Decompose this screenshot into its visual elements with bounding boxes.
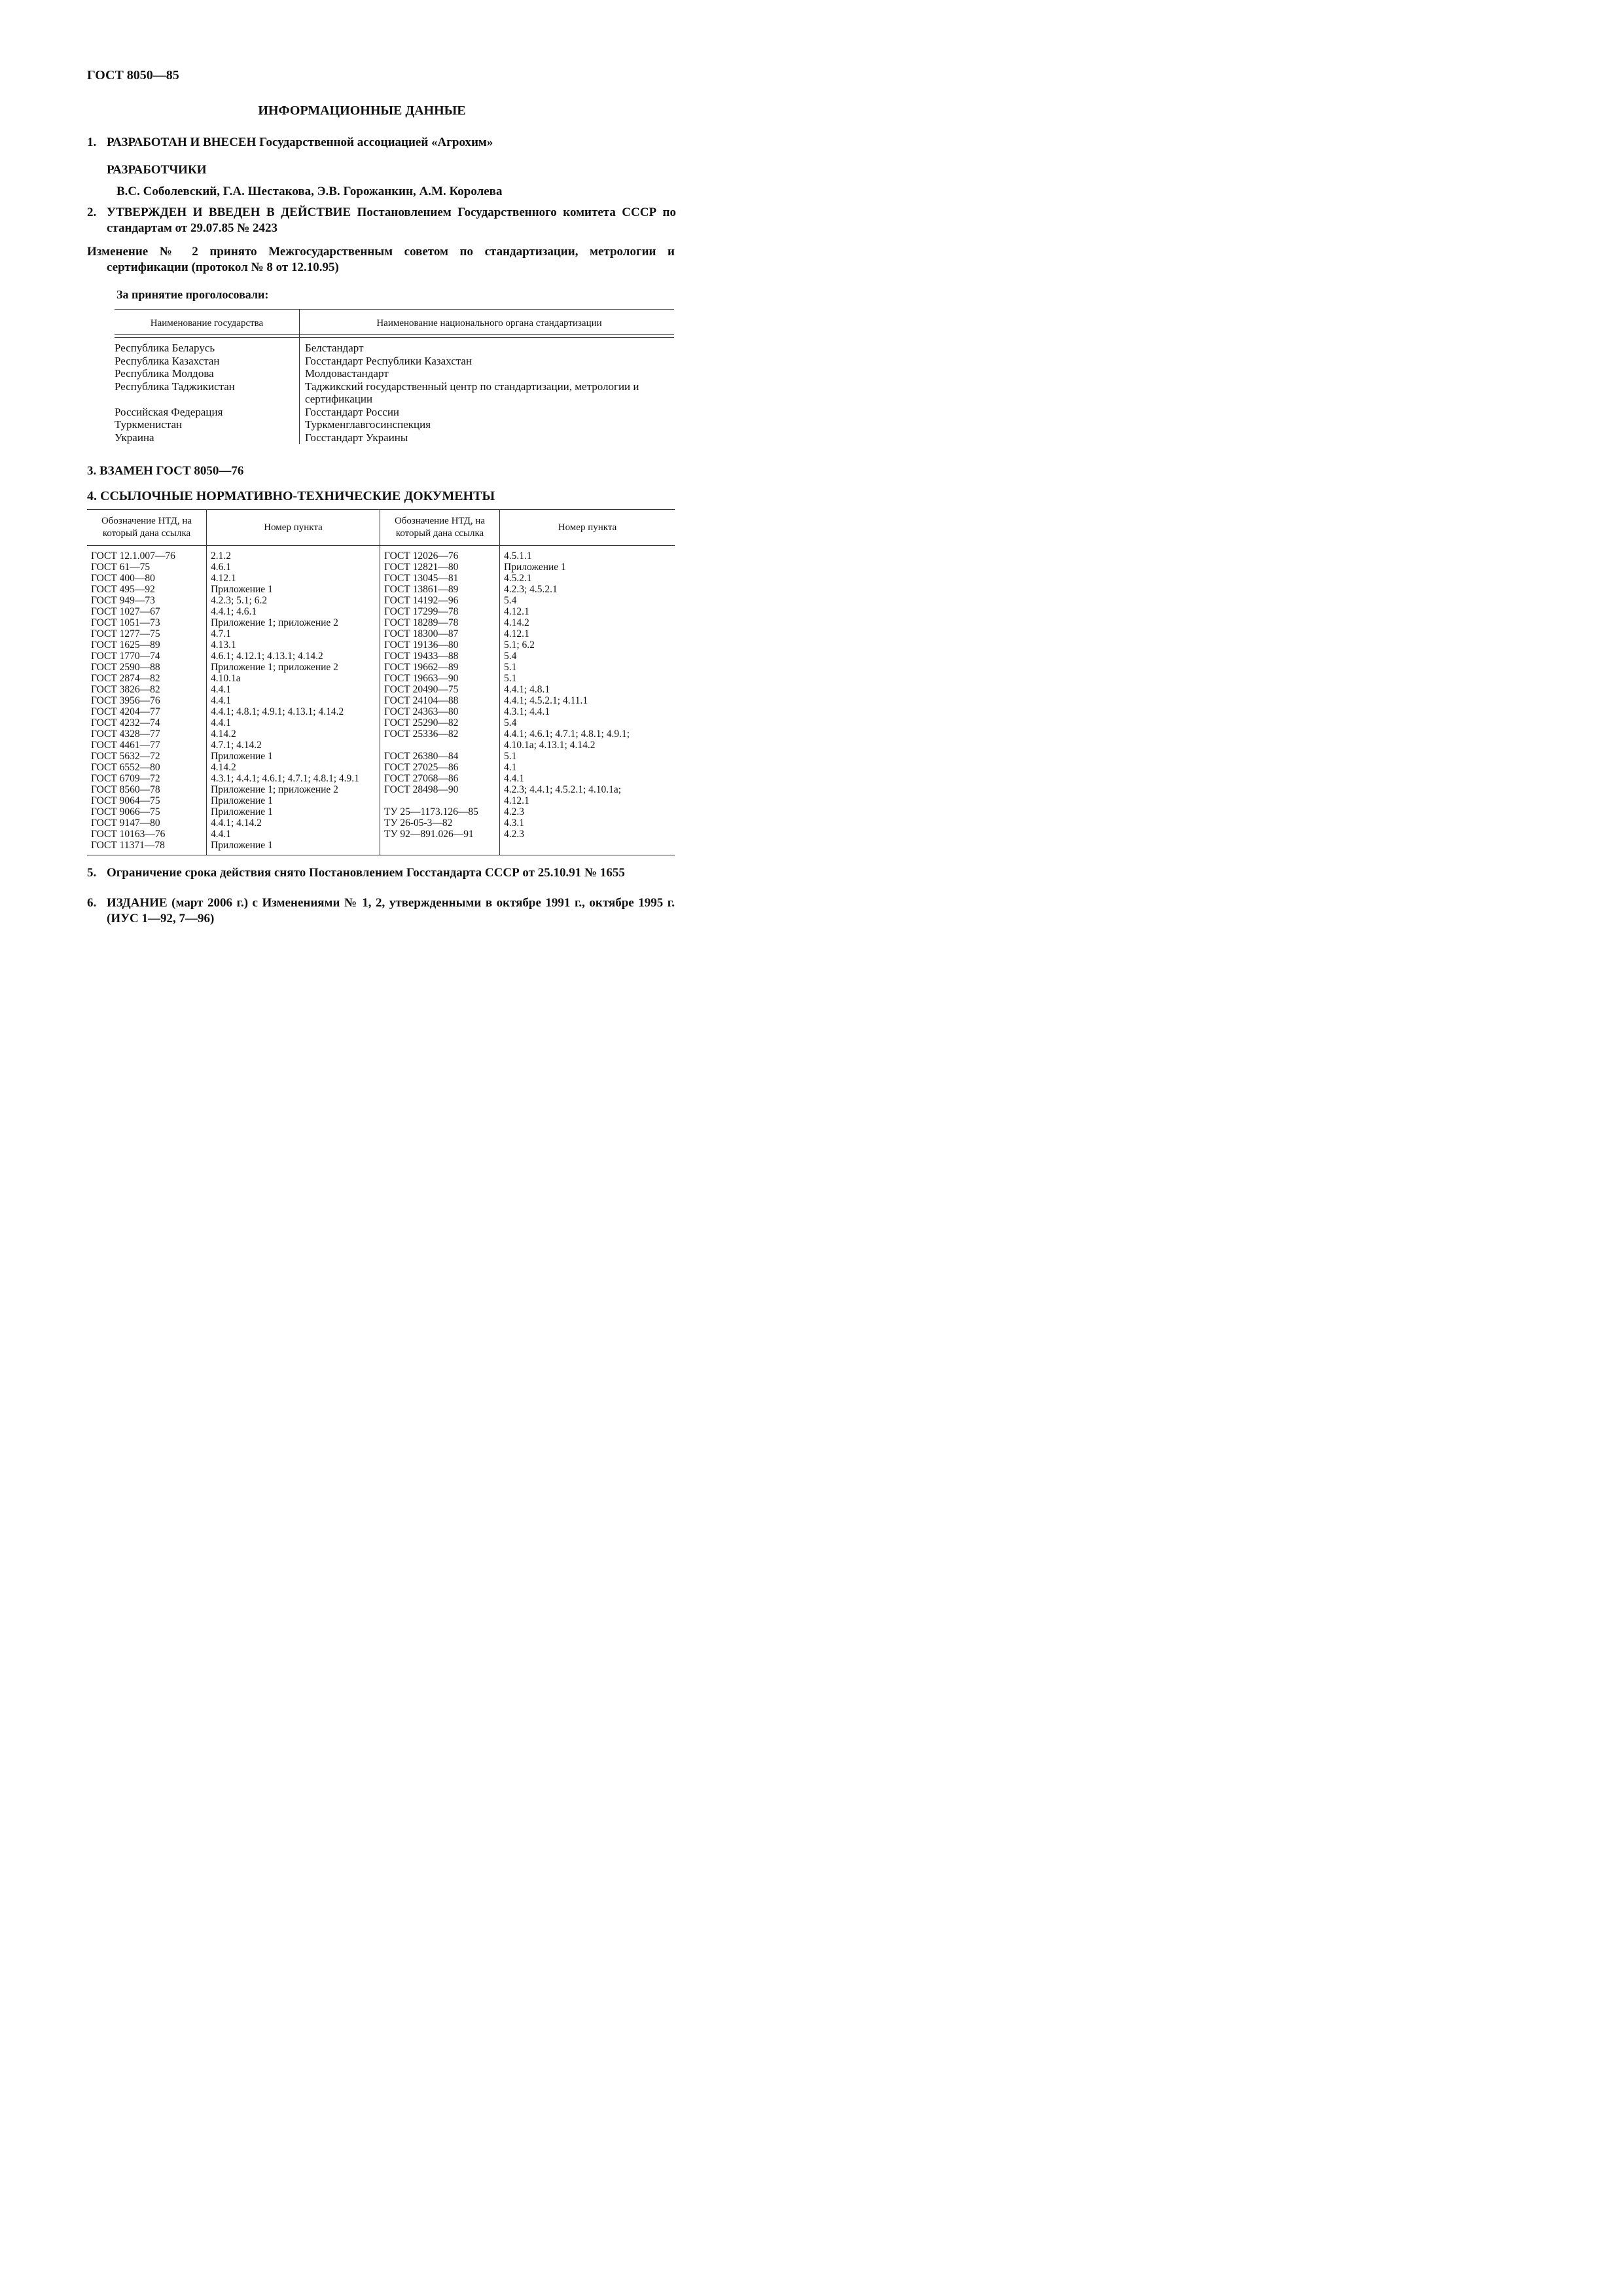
ntd-cell-point-right: 5.4 [500,595,675,606]
ntd-cell-doc-right: ГОСТ 28498—90 [380,784,500,795]
ntd-cell-point-left: 4.4.1; 4.14.2 [207,817,380,829]
document-code: ГОСТ 8050—85 [87,68,179,82]
ntd-cell-doc-right: ГОСТ 13045—81 [380,573,500,584]
ntd-cell-doc-left: ГОСТ 6552—80 [91,762,160,773]
developers-label: РАЗРАБОТЧИКИ [107,163,207,177]
votes-table-body [115,338,674,444]
ntd-cell-doc-right: ГОСТ 12026—76 [380,546,500,562]
ntd-table-row [87,584,675,595]
ntd-table-row [87,806,675,817]
ntd-cell-doc-left: ГОСТ 3826—82 [91,684,160,695]
votes-table-row [115,367,674,380]
ntd-cell-doc-right: ГОСТ 18289—78 [380,617,500,628]
ntd-cell-doc-left: ГОСТ 9066—75 [91,806,160,817]
votes-cell-state: Украина [115,431,154,444]
votes-table-row [115,406,674,419]
ntd-table-row [87,795,675,806]
ntd-cell-doc-left: ГОСТ 8560—78 [91,784,160,795]
ntd-cell-doc-left: ГОСТ 5632—72 [91,751,160,762]
ntd-cell-point-left: 4.4.1 [207,829,380,840]
ntd-cell-doc-right [380,795,500,806]
ntd-cell-point-left: 4.12.1 [207,573,380,584]
ntd-cell-point-left: 4.4.1; 4.8.1; 4.9.1; 4.13.1; 4.14.2 [207,706,380,717]
item-5-number: 5. [87,866,97,880]
votes-cell-body: Госстандарт России [300,406,675,419]
ntd-cell-point-right: 4.5.2.1 [500,573,675,584]
ntd-cell-doc-right: ГОСТ 25336—82 [380,728,500,740]
ntd-table-row [87,740,675,751]
ntd-table-row [87,651,675,662]
ntd-cell-doc-right: ТУ 92—891.026—91 [380,829,500,840]
votes-cell-body: Госстандарт Республики Казахстан [300,355,675,368]
item-2-text: Постановлением Государственного комитета СССР по стандартам от 29.07.85 № 2423 [107,206,676,235]
ntd-cell-point-right: 4.1 [500,762,675,773]
votes-table-row [115,380,674,406]
ntd-cell-point-right: 5.4 [500,651,675,662]
ntd-table-row [87,628,675,639]
ntd-table-row [87,817,675,829]
ntd-cell-doc-left: ГОСТ 1277—75 [91,628,160,639]
ntd-cell-point-right: 4.3.1 [500,817,675,829]
ntd-cell-point-left: 4.7.1; 4.14.2 [207,740,380,751]
item-2-lead: УТВЕРЖДЕН И ВВЕДЕН В ДЕЙСТВИЕ [107,206,351,219]
ntd-table-row [87,546,675,562]
ntd-cell-doc-left: ГОСТ 4461—77 [91,740,160,751]
ntd-cell-doc-right: ГОСТ 26380—84 [380,751,500,762]
ntd-cell-point-right: 5.1 [500,673,675,684]
item-1-text: Государственной ассоциацией «Агрохим» [256,135,493,149]
ntd-cell-point-right: 5.1 [500,662,675,673]
ntd-table-row [87,717,675,728]
ntd-cell-doc-left: ГОСТ 4204—77 [91,706,160,717]
ntd-cell-doc-right: ГОСТ 17299—78 [380,606,500,617]
ntd-table-row [87,751,675,762]
ntd-cell-point-right: Приложение 1 [500,562,675,573]
ntd-cell-point-right: 4.2.3; 4.5.2.1 [500,584,675,595]
developers-list: В.С. Соболевский, Г.А. Шестакова, Э.В. Горожанкин, А.М. Королева [116,185,503,198]
ntd-cell-point-right: 5.1 [500,751,675,762]
votes-table-row [115,418,674,431]
ntd-cell-doc-right: ГОСТ 18300—87 [380,628,500,639]
ntd-cell-point-left: Приложение 1 [207,806,380,817]
ntd-header-doc-left: Обозначение НТД, на который дана ссылка [87,510,207,546]
document-page [0,0,724,1024]
votes-table-row [115,338,674,355]
ntd-table-row [87,784,675,795]
ntd-cell-doc-left: ГОСТ 949—73 [91,595,155,606]
ntd-cell-point-right: 4.4.1; 4.6.1; 4.7.1; 4.8.1; 4.9.1; [500,728,675,740]
votes-cell-state: Республика Таджикистан [115,380,235,393]
ntd-cell-point-left: Приложение 1; приложение 2 [207,784,380,795]
ntd-table-row [87,840,675,851]
ntd-cell-doc-left: ГОСТ 12.1.007—76 [91,550,175,562]
ntd-cell-doc-left: ГОСТ 9064—75 [91,795,160,806]
ntd-cell-doc-left: ГОСТ 1027—67 [91,606,160,617]
ntd-table-row [87,573,675,584]
ntd-cell-doc-left: ГОСТ 10163—76 [91,829,166,840]
ntd-cell-point-left: 4.3.1; 4.4.1; 4.6.1; 4.7.1; 4.8.1; 4.9.1 [207,773,380,784]
item-6 [87,895,675,927]
ntd-cell-doc-right: ТУ 25—1173.126—85 [380,806,500,817]
ntd-cell-point-left: 4.14.2 [207,728,380,740]
ntd-cell-doc-left: ГОСТ 3956—76 [91,695,160,706]
item-2 [87,205,676,236]
ntd-cell-doc-left: ГОСТ 400—80 [91,573,155,584]
item-4: 4. ССЫЛОЧНЫЕ НОРМАТИВНО-ТЕХНИЧЕСКИЕ ДОКУМЕНТЫ [87,489,495,503]
votes-cell-state: Республика Казахстан [115,354,220,367]
ntd-cell-point-right: 5.4 [500,717,675,728]
ntd-table-row [87,728,675,740]
ntd-cell-doc-left: ГОСТ 2874—82 [91,673,160,684]
votes-table-header [115,310,674,338]
ntd-cell-doc-right: ГОСТ 14192—96 [380,595,500,606]
ntd-header-point-left: Номер пункта [207,510,380,546]
ntd-cell-doc-right [380,840,500,851]
item-2-number: 2. [87,206,97,219]
ntd-cell-doc-right: ГОСТ 27068—86 [380,773,500,784]
ntd-cell-doc-right: ГОСТ 24104—88 [380,695,500,706]
ntd-cell-doc-left: ГОСТ 11371—78 [91,840,165,851]
ntd-cell-point-left: Приложение 1 [207,840,380,851]
ntd-cell-doc-right: ГОСТ 19136—80 [380,639,500,651]
ntd-cell-point-left: Приложение 1; приложение 2 [207,617,380,628]
votes-cell-body: Таджикский государственный центр по стандартизации, метрологии и сертификации [300,380,675,406]
ntd-cell-point-right: 4.12.1 [500,795,675,806]
votes-cell-body: Госстандарт Украины [300,431,675,444]
ntd-cell-point-left: Приложение 1 [207,751,380,762]
ntd-table-row [87,706,675,717]
ntd-cell-doc-right: ГОСТ 25290—82 [380,717,500,728]
ntd-table-footer [87,851,675,855]
ntd-cell-doc-left: ГОСТ 2590—88 [91,662,160,673]
ntd-cell-point-right: 4.4.1; 4.8.1 [500,684,675,695]
ntd-cell-doc-left: ГОСТ 6709—72 [91,773,160,784]
votes-cell-state: Туркменистан [115,418,183,431]
votes-table-row [115,355,674,368]
ntd-table-row [87,684,675,695]
ntd-cell-doc-right: ТУ 26-05-3—82 [380,817,500,829]
ntd-cell-point-left: 4.2.3; 5.1; 6.2 [207,595,380,606]
change-note: Изменение № 2 принято Межгосударственным советом по стандартизации, метрологии и сертификации (протокол № 8 от 12.10.95) [87,245,675,274]
votes-cell-body: Белстандарт [300,338,675,355]
ntd-cell-doc-right: ГОСТ 19433—88 [380,651,500,662]
votes-table [115,309,674,444]
ntd-cell-doc-left: ГОСТ 1051—73 [91,617,160,628]
ntd-cell-point-left: 2.1.2 [207,546,380,562]
ntd-cell-doc-right: ГОСТ 13861—89 [380,584,500,595]
ntd-cell-doc-right: ГОСТ 12821—80 [380,562,500,573]
ntd-cell-doc-right: ГОСТ 19663—90 [380,673,500,684]
ntd-cell-point-left: 4.4.1 [207,717,380,728]
votes-header-body: Наименование национального органа стандартизации [300,310,675,338]
ntd-cell-point-left: 4.4.1 [207,684,380,695]
voted-label: За принятие проголосовали: [116,288,269,301]
ntd-header-doc-right: Обозначение НТД, на который дана ссылка [380,510,500,546]
item-2-body [107,205,676,236]
ntd-cell-point-left: Приложение 1; приложение 2 [207,662,380,673]
ntd-cell-doc-right [380,740,500,751]
ntd-cell-point-right: 4.3.1; 4.4.1 [500,706,675,717]
ntd-cell-point-right: 4.10.1а; 4.13.1; 4.14.2 [500,740,675,751]
ntd-cell-point-right: 4.12.1 [500,628,675,639]
ntd-cell-point-left: Приложение 1 [207,584,380,595]
ntd-cell-point-left: 4.10.1а [207,673,380,684]
ntd-cell-point-right: 4.2.3; 4.4.1; 4.5.2.1; 4.10.1а; [500,784,675,795]
item-5 [87,865,676,881]
ntd-cell-doc-right: ГОСТ 19662—89 [380,662,500,673]
votes-table-row [115,431,674,444]
ntd-table-row [87,639,675,651]
item-1-number: 1. [87,135,97,149]
ntd-cell-point-left: Приложение 1 [207,795,380,806]
ntd-table-row [87,829,675,840]
votes-cell-body: Туркменглавгосинспекция [300,418,675,431]
ntd-cell-point-left: 4.6.1; 4.12.1; 4.13.1; 4.14.2 [207,651,380,662]
item-6-number: 6. [87,896,97,910]
ntd-table-row [87,673,675,684]
ntd-cell-point-right: 4.14.2 [500,617,675,628]
ntd-cell-doc-left: ГОСТ 4232—74 [91,717,160,728]
ntd-cell-doc-left: ГОСТ 61—75 [91,562,151,573]
ntd-cell-doc-left: ГОСТ 4328—77 [91,728,160,740]
ntd-cell-point-left: 4.7.1 [207,628,380,639]
item-5-text: Ограничение срока действия снято Постановлением Госстандарта СССР от 25.10.91 № 1655 [107,866,625,880]
item-1-lead: РАЗРАБОТАН И ВНЕСЕН [107,135,257,149]
votes-cell-state: Республика Беларусь [115,342,215,354]
ntd-cell-doc-right: ГОСТ 20490—75 [380,684,500,695]
ntd-cell-doc-left: ГОСТ 9147—80 [91,817,160,829]
votes-header-state: Наименование государства [115,310,300,338]
ntd-table [87,509,675,855]
item-6-text: ИЗДАНИЕ (март 2006 г.) с Изменениями № 1, 2, утвержденными в октябре 1991 г., октябре 1995 г. (ИУС 1—92, 7—96) [107,896,675,925]
ntd-cell-point-right: 4.4.1; 4.5.2.1; 4.11.1 [500,695,675,706]
item-3: 3. ВЗАМЕН ГОСТ 8050—76 [87,464,244,478]
ntd-cell-doc-right: ГОСТ 24363—80 [380,706,500,717]
ntd-table-row [87,762,675,773]
ntd-cell-doc-left: ГОСТ 1770—74 [91,651,160,662]
ntd-cell-point-right: 4.2.3 [500,829,675,840]
votes-cell-state: Республика Молдова [115,367,214,380]
ntd-cell-doc-left: ГОСТ 495—92 [91,584,155,595]
ntd-cell-point-left: 4.6.1 [207,562,380,573]
ntd-table-body [87,546,675,852]
votes-cell-body: Молдовастандарт [300,367,675,380]
item-1 [87,135,676,151]
ntd-cell-doc-right: ГОСТ 27025—86 [380,762,500,773]
ntd-table-row [87,595,675,606]
ntd-cell-point-right: 4.12.1 [500,606,675,617]
ntd-cell-point-right: 4.5.1.1 [500,546,675,562]
ntd-table-row [87,562,675,573]
ntd-table-row [87,606,675,617]
votes-cell-state: Российская Федерация [115,405,223,418]
ntd-table-row [87,617,675,628]
ntd-cell-point-left: 4.14.2 [207,762,380,773]
ntd-table-row [87,695,675,706]
ntd-table-row [87,773,675,784]
ntd-table-row [87,662,675,673]
ntd-cell-doc-left: ГОСТ 1625—89 [91,639,160,651]
ntd-table-header [87,510,675,546]
ntd-cell-point-right: 4.4.1 [500,773,675,784]
page-title: ИНФОРМАЦИОННЫЕ ДАННЫЕ [258,103,466,118]
ntd-cell-point-right: 5.1; 6.2 [500,639,675,651]
ntd-cell-point-left: 4.4.1 [207,695,380,706]
ntd-cell-point-left: 4.13.1 [207,639,380,651]
ntd-cell-point-right: 4.2.3 [500,806,675,817]
ntd-cell-point-left: 4.4.1; 4.6.1 [207,606,380,617]
ntd-cell-point-right [500,840,675,851]
ntd-header-point-right: Номер пункта [500,510,675,546]
